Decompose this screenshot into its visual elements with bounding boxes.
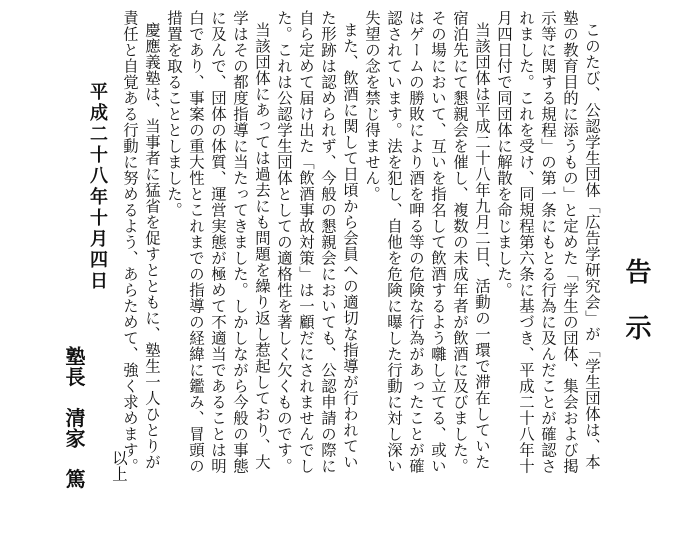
body-line: れました。これを受け、同規程第六条に基づき、平成二十八年十 [517, 10, 535, 474]
body-line: 当該団体は平成二十八年九月二日、活動の一環で滞在していた [473, 22, 491, 470]
body-line: 当該団体にあっては過去にも問題を繰り返し惹起しており、大 [253, 22, 271, 470]
body-line: 失望の念を禁じ得ません。 [363, 10, 381, 202]
body-line: 措置を取ることとしました。 [165, 10, 183, 218]
body-line: 学はその都度指導に当たってきました。しかしながら今般の事態 [231, 10, 249, 474]
closing-remark: 以上 [110, 450, 128, 482]
body-line: に及んで、団体の体質、運営実態が極めて不適当であることは明 [209, 10, 227, 474]
body-line: 塾の教育目的に添うもの」と定めた「学生の団体、集会および掲 [561, 10, 579, 474]
signature-block [60, 346, 89, 489]
signatory-surname: 清家 [62, 407, 86, 449]
body-line: その場において、互いを指名して飲酒するよう囃し立てる、或い [429, 10, 447, 474]
body-line: た。これは公認学生団体としての適格性を著しく欠くものです。 [275, 10, 293, 474]
signatory-title: 塾長 [62, 346, 86, 388]
body-line: 慶應義塾は、当事者に猛省を促すとともに、塾生一人ひとりが [143, 22, 161, 470]
body-line: 自ら定めて届け出た「飲酒事故対策」は一顧だにされませんでし [297, 10, 315, 474]
body-line: 示等に関する規程」の第一条にもとる行為に及んだことが確認さ [539, 10, 557, 474]
body-line: た形跡は認められず、今般の懇親会においても、公認申請の際に [319, 10, 337, 474]
body-line: はゲームの勝敗により酒を呷る等の危険な行為があったことが確 [407, 10, 425, 474]
notice-title: 告示 [621, 258, 651, 370]
body-line: 認されています。法を犯し、自他を危険に曝した行動に対し深い [385, 10, 403, 474]
body-line: 白であり、事案の重大性とこれまでの指導の経緯に鑑み、冒頭の [187, 10, 205, 474]
body-line: このたび、公認学生団体「広告学研究会」が「学生団体は、本 [583, 22, 601, 470]
body-line: 宿泊先にて懇親会を催し、複数の未成年者が飲酒に及びました。 [451, 10, 469, 474]
notice-date: 平成二十八年十月四日 [87, 82, 108, 292]
body-line: 責任と自覚ある行動に努めるよう、あらためて、強く求めます。 [121, 10, 139, 474]
body-line: 月四日付で同団体に解散を命じました。 [495, 10, 513, 298]
body-line: また、飲酒に関して日頃から会員への適切な指導が行われてい [341, 22, 359, 470]
signatory-given-name: 篤 [62, 468, 86, 490]
